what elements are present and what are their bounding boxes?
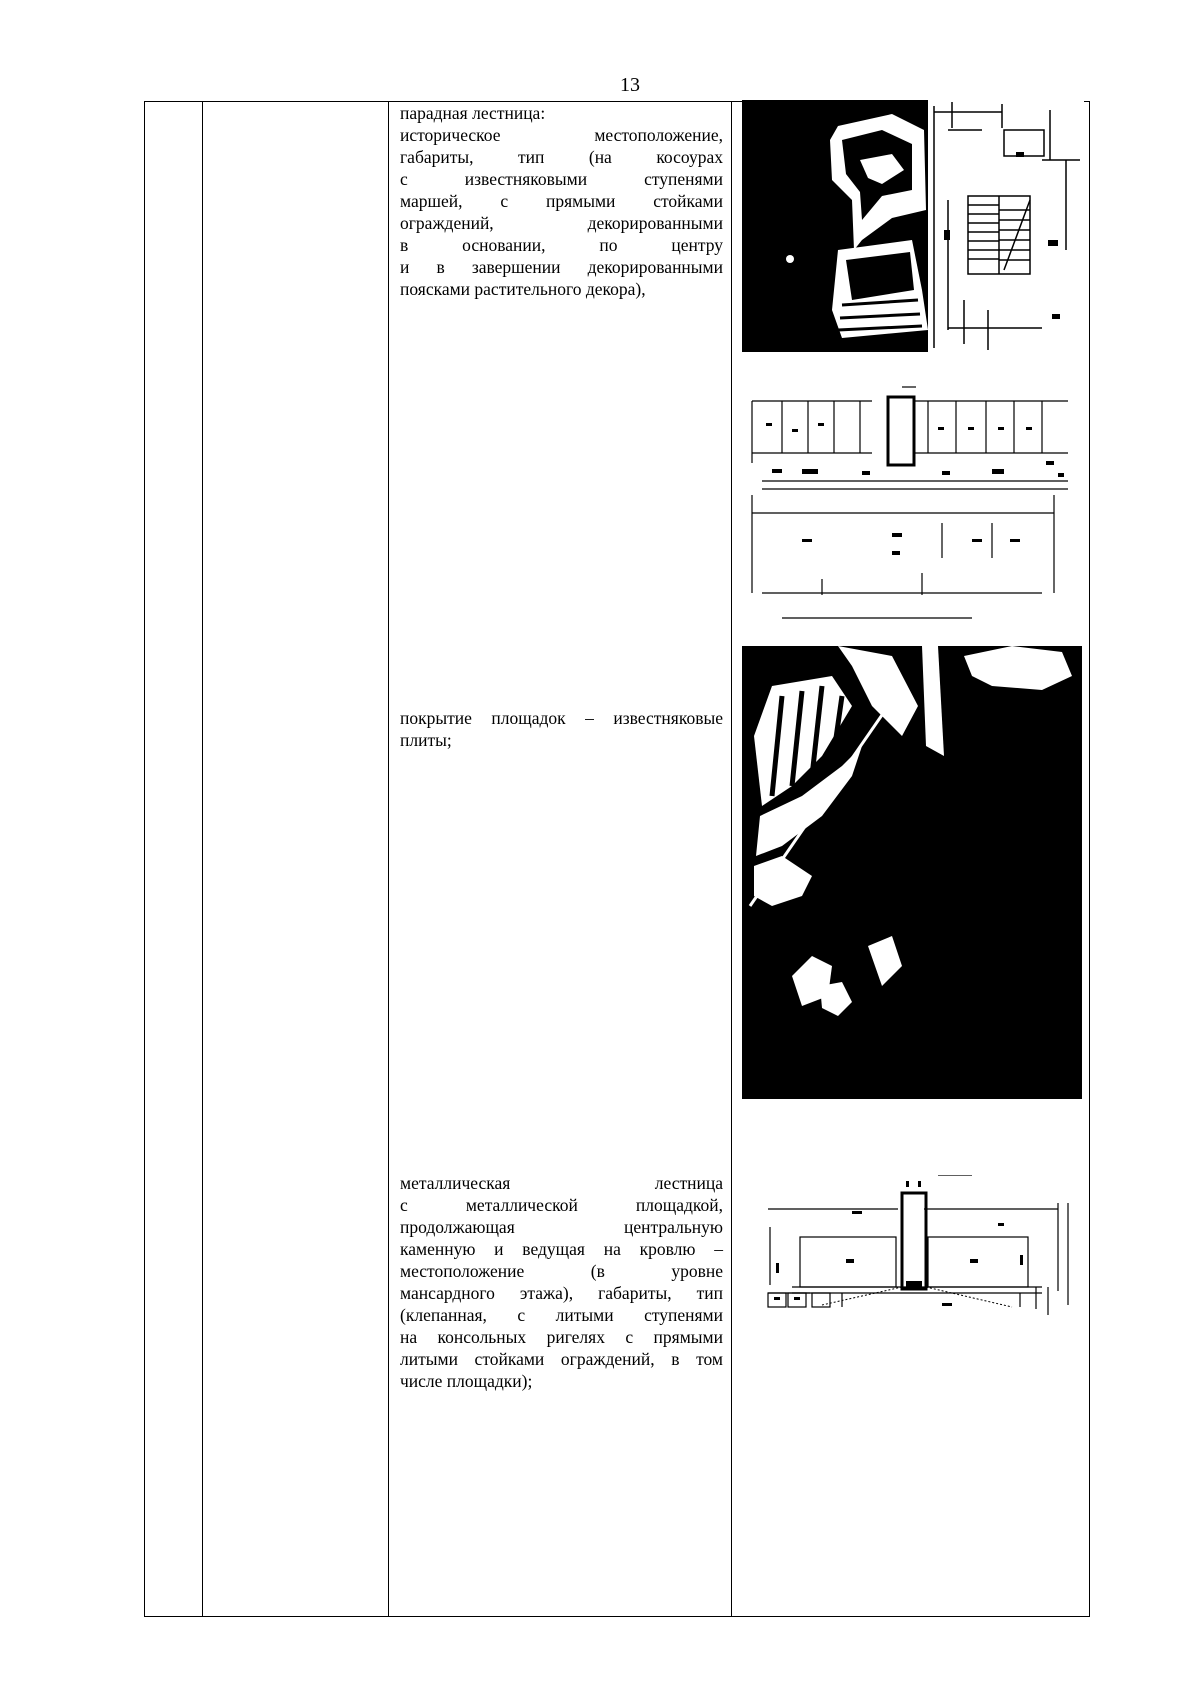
text-line: на консольных ригелях с прямыми <box>400 1327 723 1347</box>
text-line: историческое местоположение, <box>400 125 723 145</box>
text-line: поясками растительного декора), <box>400 279 646 299</box>
text-line: и в завершении декорированными <box>400 257 723 277</box>
text-line: габариты, тип (на косоурах <box>400 147 723 167</box>
text-line: местоположение (в уровне <box>400 1261 723 1281</box>
text-line: покрытие площадок – известняковые <box>400 708 723 728</box>
entry-main-staircase <box>400 102 723 300</box>
column-divider <box>388 102 389 1616</box>
entry-metal-staircase <box>400 1172 723 1392</box>
text-line: в основании, по центру <box>400 235 723 255</box>
text-line: металлическая лестница <box>400 1173 723 1193</box>
text-line: мансардного этажа), габариты, тип <box>400 1283 723 1303</box>
staircase-photo-and-plan <box>742 100 1084 352</box>
text-line: с известняковыми ступенями <box>400 169 723 189</box>
text-line: парадная лестница: <box>400 103 546 123</box>
text-line: ограждений, декорированными <box>400 213 723 233</box>
text-line: маршей, с прямыми стойками <box>400 191 723 211</box>
section-drawing-metal-staircase <box>762 1175 1072 1315</box>
page-number: 13 <box>620 74 640 96</box>
landing-photo <box>742 646 1082 1099</box>
column-divider <box>202 102 203 1616</box>
text-line: литыми стойками ограждений, в том <box>400 1349 723 1369</box>
column-divider <box>731 102 732 1616</box>
text-line: плиты; <box>400 730 452 750</box>
text-line: с металлической площадкой, <box>400 1195 723 1215</box>
text-line: каменную и ведущая на кровлю – <box>400 1239 723 1259</box>
floor-plan-staircase-location <box>742 383 1082 638</box>
text-line: (клепанная, с литыми ступенями <box>400 1305 723 1325</box>
text-line: числе площадки); <box>400 1371 533 1391</box>
text-line: продолжающая центральную <box>400 1217 723 1237</box>
entry-landing-covering <box>400 707 723 751</box>
